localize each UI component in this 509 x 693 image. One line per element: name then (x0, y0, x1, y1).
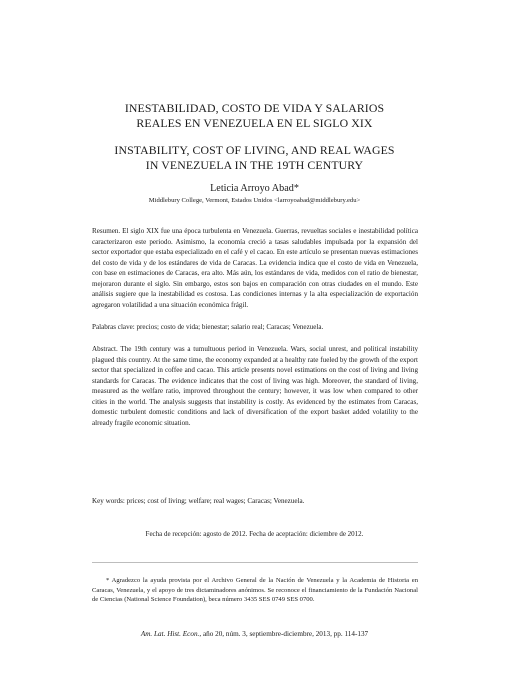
title-english (60, 143, 449, 173)
author-affiliation: Middlebury College, Vermont, Estados Unidos <larroyoabad@middlebury.edu> (148, 197, 361, 204)
journal-citation (60, 630, 449, 638)
journal-title: Am. Lat. Hist. Econ. (140, 630, 200, 638)
author-name: Leticia Arroyo Abad* (210, 183, 299, 194)
title-english-line-1: INSTABILITY, COST OF LIVING, AND REAL WAGES (114, 143, 395, 157)
title-spanish (60, 101, 449, 131)
keywords-english: Key words: prices; cost of living; welfare; real wages; Caracas; Venezuela. (92, 497, 305, 505)
reception-dates: Fecha de recepción: agosto de 2012. Fecha de aceptación: diciembre de 2012. (145, 530, 364, 538)
keywords-spanish: Palabras clave: precios; costo de vida; bienestar; salario real; Caracas; Venezuela. (92, 323, 324, 331)
title-spanish-line-2: REALES EN VENEZUELA EN EL SIGLO XIX (136, 116, 373, 130)
abstract-spanish: Resumen. El siglo XIX fue una época turbulenta en Venezuela. Guerras, revueltas sociales e inestabilidad política caracterizaron este periodo. Asimismo, la economía creció a tasas saludables impulsada por la expansión del sector exportador que estaba especializado en el café y el cacao. En este artículo se presentan nuevas estimaciones del costo de vida y de los estándares de vida de Caracas. La evidencia indica que el costo de vida en Venezuela, con base en estimaciones de Caracas, era alto. Más aún, los estándares de vida, medidos con el ratio de bienestar, mejoraron durante el siglo. Sin embargo, estos son bajos en comparación con otras ciudades en el mundo. Este análisis sugiere que la inestabilidad es costosa. Las condiciones internas y la alta especialización de exportación agregaron volatilidad a una situación económica frágil. (92, 227, 418, 309)
acknowledgement-footnote: * Agradezco la ayuda provista por el Archivo General de la Nación de Venezuela y la Academia de Historia en Caracas, Venezuela, y el apoyo de tres dictaminadores anónimos. Se reconoce el financiamiento de la Fundación Nacional de Ciencias (National Science Foundation), beca número 3435 SES 0749 SES 0700. (92, 577, 418, 603)
footnote-divider (92, 562, 418, 563)
title-spanish-line-1: INESTABILIDAD, COSTO DE VIDA Y SALARIOS (124, 101, 385, 115)
abstract-english: Abstract. The 19th century was a tumultuous period in Venezuela. Wars, social unrest, and political instability plagued this country. At the same time, the economy expanded at a healthy rate fueled by the growth of the export sector that specialized in coffee and cacao. This article presents novel estimations on the cost of living and living standards for Caracas. The evidence indicates that the cost of living was high. Moreover, the standard of living, measured as the welfare ratio, improved throughout the century; however, it was low when compared to other cities in the world. The analysis suggests that instability is costly. As evidenced by the estimates from Caracas, domestic turbulent domestic conditions and lack of diversification of the export basket added volatility to the already fragile economic situation. (92, 345, 418, 427)
title-english-line-2: IN VENEZUELA IN THE 19TH CENTURY (145, 158, 364, 172)
journal-issue-info: , año 20, núm. 3, septiembre-diciembre, 2013, pp. 114-137 (199, 630, 369, 638)
